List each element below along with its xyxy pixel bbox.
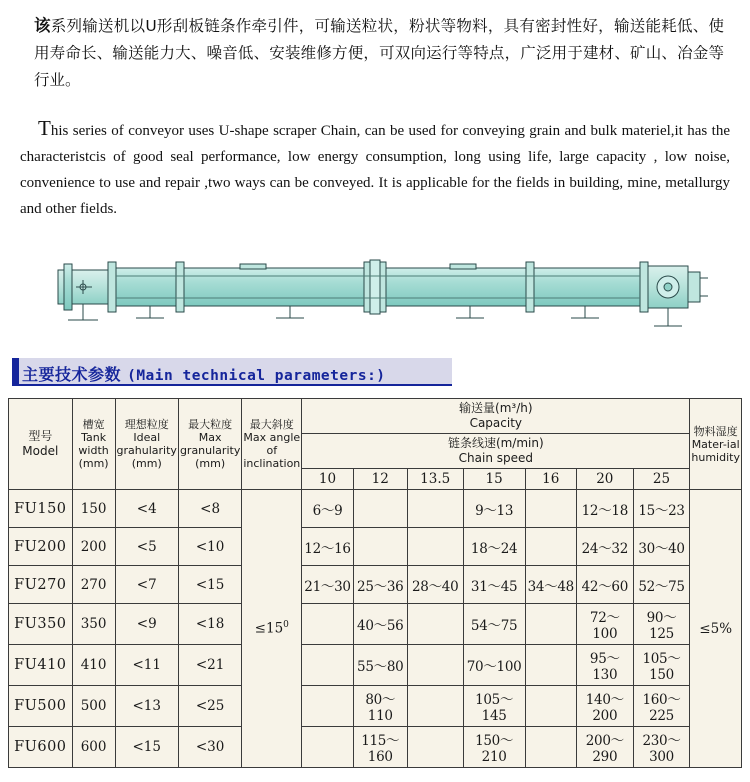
header-model xyxy=(9,399,73,490)
cell-capacity-20: 24～32 xyxy=(576,528,633,566)
max-angle-value: ≤15 xyxy=(254,620,284,637)
section-title-cn: 主要技术参数 xyxy=(22,365,122,384)
cell-ideal: <4 xyxy=(115,490,178,528)
cell-capacity-25: 105～150 xyxy=(633,645,690,686)
conveyor-drawing-svg xyxy=(40,238,710,348)
cell-capacity-12: 55～80 xyxy=(353,645,407,686)
header-speed-13-5: 13.5 xyxy=(407,469,463,490)
table-row xyxy=(9,686,742,727)
header-speed-25: 25 xyxy=(633,469,690,490)
cell-capacity-10: 12～16 xyxy=(302,528,353,566)
header-tank-width-cn: 槽宽 xyxy=(82,418,105,431)
cell-model: FU600 xyxy=(9,727,73,768)
cell-capacity-13-5 xyxy=(407,528,463,566)
cell-ideal: <9 xyxy=(115,604,178,645)
cell-capacity-13-5: 28～40 xyxy=(407,566,463,604)
chinese-intro-text: 系列输送机以U形刮板链条作牵引件，可输送粒状，粉状等物料，具有密封性好，输送能耗低、使用寿命长、输送能力大、噪音低、安装维修方便，可双向运行等特点，广泛用于建材、矿山、冶金等行业。 xyxy=(34,17,724,89)
cell-model: FU500 xyxy=(9,686,73,727)
header-max-granularity xyxy=(178,399,241,490)
header-capacity-en: Capacity xyxy=(469,416,523,430)
cell-tank-width: 200 xyxy=(72,528,115,566)
cell-capacity-13-5 xyxy=(407,686,463,727)
header-ideal-cn: 理想粒度 xyxy=(124,418,169,431)
cell-tank-width: 410 xyxy=(72,645,115,686)
header-max-angle-cn: 最大斜度 xyxy=(249,418,294,431)
cell-moisture: ≤5% xyxy=(690,490,742,768)
header-tank-width-unit: (mm) xyxy=(78,457,109,470)
table-row xyxy=(9,604,742,645)
header-speed-20: 20 xyxy=(576,469,633,490)
chinese-lead-character: 该 xyxy=(34,16,51,35)
cell-capacity-16 xyxy=(525,645,576,686)
cell-capacity-16 xyxy=(525,727,576,768)
cell-ideal: <15 xyxy=(115,727,178,768)
cell-capacity-12 xyxy=(353,490,407,528)
header-chain-speed-en: Chain speed xyxy=(458,451,533,465)
cell-capacity-20: 200～290 xyxy=(576,727,633,768)
table-row xyxy=(9,490,742,528)
cell-capacity-15: 54～75 xyxy=(463,604,525,645)
header-max-gran-cn: 最大粒度 xyxy=(188,418,233,431)
header-tank-width xyxy=(72,399,115,490)
header-speed-12: 12 xyxy=(353,469,407,490)
header-model-en: Model xyxy=(22,444,59,458)
cell-capacity-15: 70～100 xyxy=(463,645,525,686)
cell-model: FU150 xyxy=(9,490,73,528)
cell-capacity-13-5 xyxy=(407,604,463,645)
header-speed-10: 10 xyxy=(302,469,353,490)
cell-capacity-15: 9～13 xyxy=(463,490,525,528)
cell-tank-width: 150 xyxy=(72,490,115,528)
cell-capacity-25: 15～23 xyxy=(633,490,690,528)
cell-capacity-25: 160～225 xyxy=(633,686,690,727)
table-row xyxy=(9,528,742,566)
header-moisture-en: Mater-ial humidity xyxy=(691,437,740,464)
cell-capacity-15: 31～45 xyxy=(463,566,525,604)
cell-ideal: <7 xyxy=(115,566,178,604)
cell-tank-width: 350 xyxy=(72,604,115,645)
english-intro-text: his series of conveyor uses U-shape scraper Chain, can be used for conveying grain and bulk materiel,it has the characteristcis of good seal performance, low energy consumption, long using life, large capacity , low noise, convenience to use and repair ,two ways can be conveyed. It is applicable for the fields in building, mine, metallurgy and other fields. xyxy=(20,123,730,217)
cell-capacity-25: 90～125 xyxy=(633,604,690,645)
cell-capacity-16 xyxy=(525,604,576,645)
cell-model: FU410 xyxy=(9,645,73,686)
cell-capacity-12: 80～110 xyxy=(353,686,407,727)
header-model-cn: 型号 xyxy=(28,429,53,443)
cell-model: FU350 xyxy=(9,604,73,645)
cell-capacity-12 xyxy=(353,528,407,566)
cell-capacity-10: 6～9 xyxy=(302,490,353,528)
cell-capacity-13-5 xyxy=(407,490,463,528)
cell-max-gran: <15 xyxy=(178,566,241,604)
cell-capacity-15: 18～24 xyxy=(463,528,525,566)
cell-capacity-16 xyxy=(525,528,576,566)
header-ideal-unit: (mm) xyxy=(131,457,162,470)
cell-ideal: <5 xyxy=(115,528,178,566)
cell-capacity-20: 140～200 xyxy=(576,686,633,727)
table-row xyxy=(9,645,742,686)
cell-ideal: <13 xyxy=(115,686,178,727)
table-row xyxy=(9,727,742,768)
section-title xyxy=(22,362,386,385)
cell-capacity-10: 21～30 xyxy=(302,566,353,604)
cell-model: FU270 xyxy=(9,566,73,604)
cell-tank-width: 270 xyxy=(72,566,115,604)
cell-max-angle xyxy=(242,490,302,768)
cell-capacity-16: 34～48 xyxy=(525,566,576,604)
cell-capacity-15: 150～210 xyxy=(463,727,525,768)
cell-capacity-10 xyxy=(302,645,353,686)
cell-capacity-20: 72～100 xyxy=(576,604,633,645)
english-dropcap: T xyxy=(38,116,51,140)
header-ideal-en: Ideal grahularity xyxy=(116,431,177,457)
cell-capacity-25: 30～40 xyxy=(633,528,690,566)
cell-capacity-12: 115～160 xyxy=(353,727,407,768)
header-capacity-cn: 输送量(m³/h) xyxy=(459,401,533,415)
chinese-intro-paragraph xyxy=(34,12,724,94)
header-speed-16: 16 xyxy=(525,469,576,490)
header-chain-speed xyxy=(302,434,690,469)
cell-max-gran: <10 xyxy=(178,528,241,566)
cell-capacity-25: 230～300 xyxy=(633,727,690,768)
header-max-angle-en: Max angle of inclination xyxy=(243,431,301,470)
cell-ideal: <11 xyxy=(115,645,178,686)
cell-capacity-16 xyxy=(525,490,576,528)
cell-max-gran: <30 xyxy=(178,727,241,768)
header-capacity xyxy=(302,399,690,434)
conveyor-drawing xyxy=(40,238,710,348)
cell-capacity-25: 52～75 xyxy=(633,566,690,604)
header-chain-speed-cn: 链条线速(m/min) xyxy=(447,436,544,450)
cell-capacity-12: 25～36 xyxy=(353,566,407,604)
max-angle-degree: 0 xyxy=(283,620,289,631)
header-speed-15: 15 xyxy=(463,469,525,490)
cell-capacity-20: 95～130 xyxy=(576,645,633,686)
cell-capacity-10 xyxy=(302,604,353,645)
header-ideal-granularity xyxy=(115,399,178,490)
cell-capacity-15: 105～145 xyxy=(463,686,525,727)
header-max-gran-en: Max granularity xyxy=(179,431,241,457)
cell-tank-width: 600 xyxy=(72,727,115,768)
section-title-en: (Main technical parameters:) xyxy=(127,368,386,384)
table-header-row-1 xyxy=(9,399,742,434)
cell-model: FU200 xyxy=(9,528,73,566)
cell-capacity-20: 12～18 xyxy=(576,490,633,528)
english-intro-paragraph xyxy=(20,118,730,222)
paragraph-indent xyxy=(20,123,38,139)
table-row xyxy=(9,566,742,604)
cell-capacity-20: 42～60 xyxy=(576,566,633,604)
cell-capacity-16 xyxy=(525,686,576,727)
technical-parameters-table xyxy=(8,398,742,768)
header-moisture xyxy=(690,399,742,490)
cell-capacity-10 xyxy=(302,727,353,768)
cell-capacity-13-5 xyxy=(407,645,463,686)
cell-max-gran: <25 xyxy=(178,686,241,727)
header-tank-width-en: Tank width xyxy=(78,431,109,457)
cell-tank-width: 500 xyxy=(72,686,115,727)
header-max-angle xyxy=(242,399,302,490)
cell-capacity-12: 40～56 xyxy=(353,604,407,645)
cell-capacity-13-5 xyxy=(407,727,463,768)
cell-max-gran: <18 xyxy=(178,604,241,645)
cell-max-gran: <21 xyxy=(178,645,241,686)
header-max-gran-unit: (mm) xyxy=(195,457,226,470)
cell-capacity-10 xyxy=(302,686,353,727)
header-moisture-cn: 物料湿度 xyxy=(693,424,738,438)
cell-max-gran: <8 xyxy=(178,490,241,528)
